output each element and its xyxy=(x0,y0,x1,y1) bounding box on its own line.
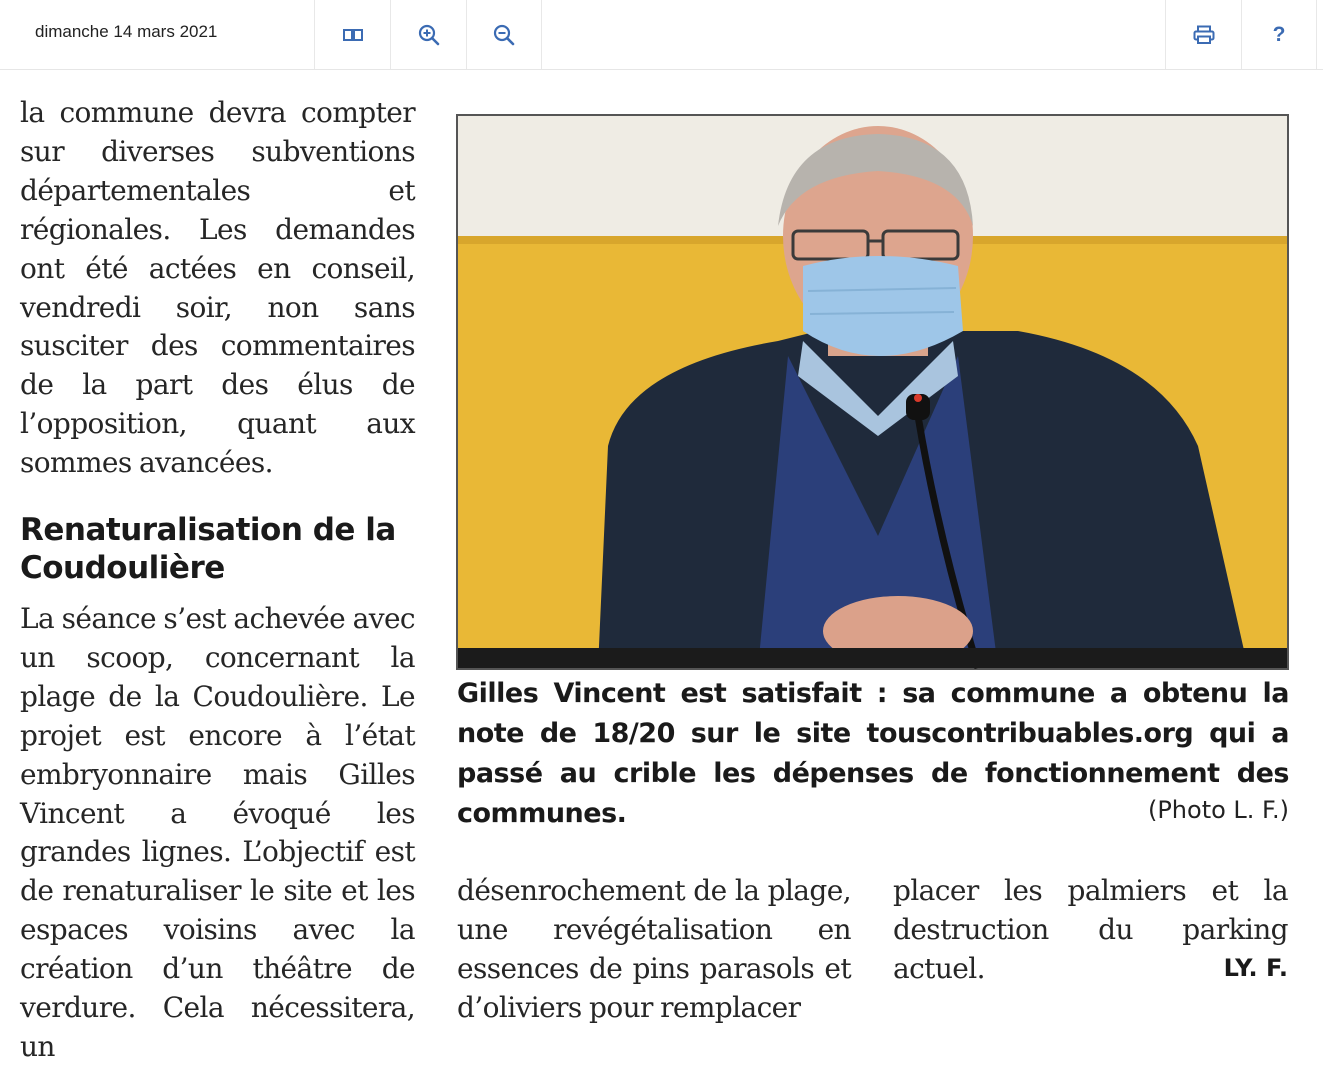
article-paragraph-col2: désenrochement de la plage, une revégétalisation en essences de pins parasols et d’oliviers pour remplacer xyxy=(457,874,851,1024)
article-paragraph-intro: la commune devra compter sur diverses subventions départementales et régionales. Les demandes ont été actées en conseil, vendredi soir, non sans susciter des commentaires de la part des élus de l’opposition, quant aux sommes avancées. xyxy=(20,96,415,480)
zoom-in-icon xyxy=(418,24,440,46)
author-signature: LY. F. xyxy=(1223,954,1288,982)
help-button[interactable] xyxy=(1241,0,1317,69)
reader-toolbar xyxy=(0,0,1323,70)
print-button[interactable] xyxy=(1165,0,1241,69)
zoom-out-button[interactable] xyxy=(466,0,542,69)
section-heading: Renaturalisation de la Coudoulière xyxy=(20,512,396,586)
photo-caption: Gilles Vincent est satisfait : sa commune a obtenu la note de 18/20 sur le site touscontribuables.org qui a passé au crible les dépenses de fonctionnement des communes. xyxy=(457,678,1289,829)
zoom-out-icon xyxy=(493,24,515,46)
article-paragraph-coudouliere: La séance s’est achevée avec un scoop, concernant la plage de la Coudoulière. Le projet est encore à l’état embryonnaire mais Gilles Vincent a évoqué les grandes lignes. L’objectif est de renaturaliser le site et les espaces voisins avec la création d’un théâtre de verdure. Cela nécessitera, un xyxy=(20,602,415,1063)
zoom-in-button[interactable] xyxy=(390,0,466,69)
help-icon: ? xyxy=(1272,22,1286,46)
article-page xyxy=(0,70,1323,1063)
edition-date: dimanche 14 mars 2021 xyxy=(35,22,218,41)
double-page-icon xyxy=(342,27,364,43)
view-mode-button[interactable] xyxy=(314,0,390,69)
printer-icon xyxy=(1193,25,1215,45)
article-paragraph-col3: placer les palmiers et la destruction du parking actuel. xyxy=(893,874,1288,985)
article-photo xyxy=(456,114,1289,670)
photo-credit: (Photo L. F.) xyxy=(1147,796,1289,824)
